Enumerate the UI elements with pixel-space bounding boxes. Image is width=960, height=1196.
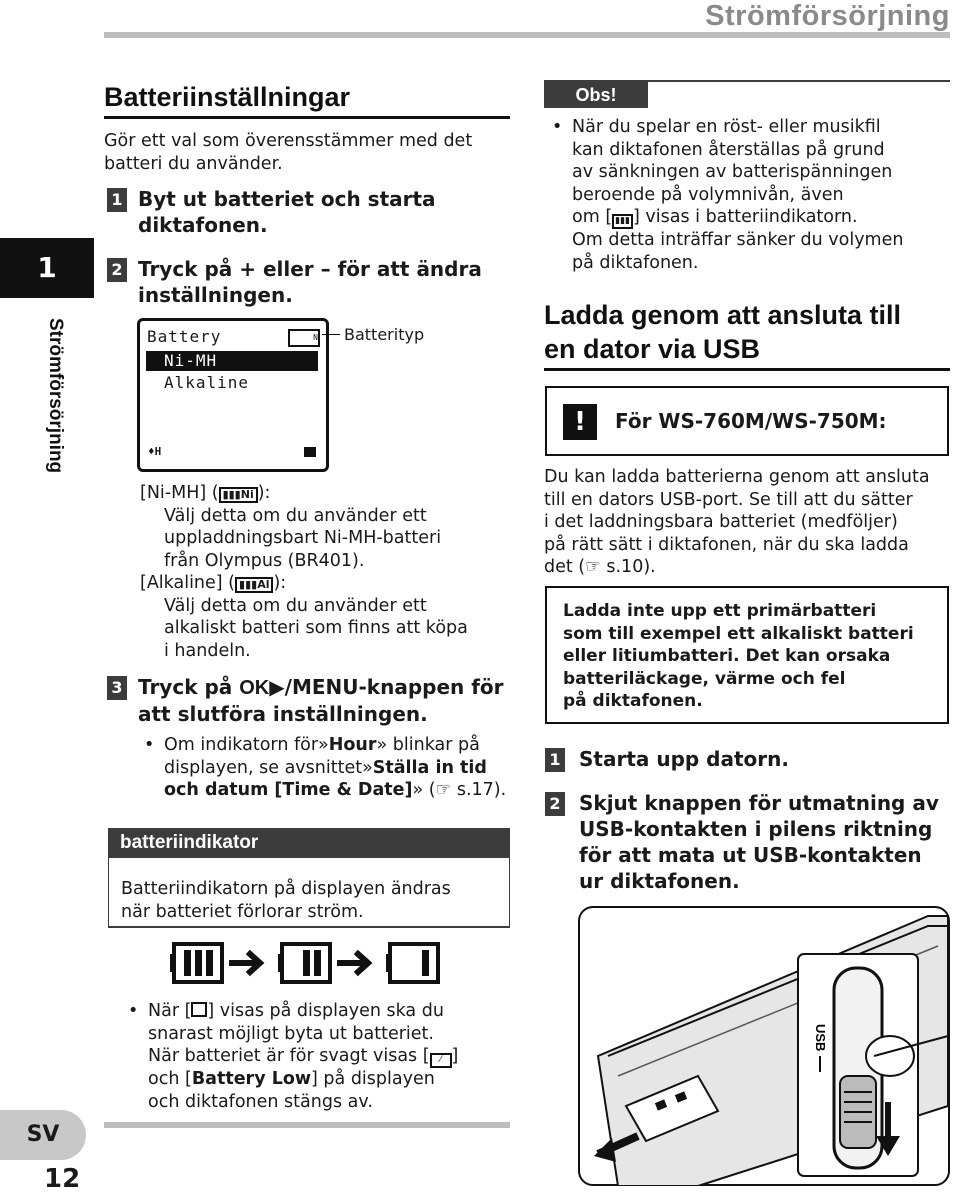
lcd-status-left-text: H: [154, 445, 162, 458]
play-arrow-icon: ▶: [269, 675, 285, 699]
battery-full-icon: [170, 944, 222, 982]
option-desc-line: alkaliskt batteri som finns att köpa: [164, 618, 468, 638]
note-line: [148, 1068, 458, 1091]
lcd-option: Alkaline: [164, 373, 250, 392]
note-line: [148, 1045, 458, 1068]
note-bold: Hour: [328, 735, 377, 755]
battery-nimh-icon: ▮▮▮Ni: [219, 487, 258, 503]
battery-level-sequence: [168, 940, 450, 988]
step3-text-a: Tryck på: [138, 675, 240, 699]
usb-intro-line: till en dators USB-port. Se till att du sätter: [544, 489, 913, 510]
indicator-text-line: Batteriindikatorn på displayen ändras: [121, 879, 451, 899]
indicator-box-rule: [108, 926, 510, 928]
step-number: 1: [545, 748, 565, 772]
usb-intro: [544, 466, 930, 579]
usb-heading-rule: [544, 368, 950, 371]
step-line: att slutföra inställningen.: [138, 702, 428, 726]
step-line: Skjut knappen för utmatning av: [579, 791, 939, 815]
note-text: » blinkar på: [376, 735, 480, 755]
note-line: och diktafonen stängs av.: [148, 1091, 373, 1112]
step-text: [138, 256, 482, 308]
step-number: 2: [545, 792, 565, 816]
left-footer-rule: [104, 1122, 510, 1128]
warning-line: på diktafonen.: [563, 691, 703, 711]
step-line: ur diktafonen.: [579, 869, 740, 893]
step-text: [138, 186, 436, 238]
step-number: 3: [107, 676, 127, 700]
warning-box: [545, 586, 949, 724]
usb-intro-line: det (☞ s.10).: [544, 557, 656, 577]
step-line: Tryck på + eller – för att ändra: [138, 257, 482, 281]
arrow-right-icon: [232, 954, 260, 972]
option-nimh: [140, 482, 468, 662]
note-text: » (☞ s.17).: [412, 780, 507, 800]
note-text: ]: [451, 1046, 459, 1066]
step-number: 2: [107, 258, 127, 282]
obs-line: kan diktafonen återställas på grund: [572, 139, 885, 160]
chapter-title-vertical: Strömförsörjning: [45, 318, 66, 474]
step-line: diktafonen.: [138, 213, 268, 237]
model-box-text: För WS-760M/WS-750M:: [615, 409, 887, 433]
warning-line: batteriläckage, värme och fel: [563, 668, 846, 689]
option-desc-line: Välj detta om du använder ett: [164, 505, 427, 526]
indicator-box-body: [108, 858, 510, 926]
step-line: för att mata ut USB-kontakten: [579, 843, 922, 867]
obs-line: på diktafonen.: [572, 252, 699, 273]
note-text: När [: [148, 1001, 192, 1021]
option-desc-line: i handeln.: [164, 640, 251, 661]
step-text: [138, 674, 504, 727]
indicator-box-title: batteriindikator: [120, 832, 259, 853]
option-label-text: [Alkaline] (: [140, 573, 236, 593]
obs-text: om [: [572, 207, 613, 227]
usb-slider-label: USB: [813, 1024, 828, 1052]
note-bold: Ställa in tid: [372, 757, 487, 778]
chapter-number: 1: [37, 251, 57, 284]
lcd-title: Battery: [147, 327, 222, 346]
usb-section-heading: [544, 298, 901, 366]
obs-label-text: Obs!: [575, 85, 617, 105]
note-line: [164, 734, 506, 757]
usb-heading-line: Ladda genom att ansluta till: [544, 300, 902, 330]
step-line: [138, 674, 504, 701]
lcd-callout-line: [322, 334, 340, 335]
usb-eject-illustration: [578, 906, 950, 1186]
obs-label: [544, 82, 648, 108]
language-code: SV: [26, 1122, 60, 1147]
page-number: 12: [44, 1164, 81, 1194]
option-desc-line: från Olympus (BR401).: [164, 550, 365, 571]
battery-nimh-icon-text: Ni: [240, 488, 254, 501]
folder-icon: [304, 447, 316, 457]
obs-line: av sänkningen av batterispänningen: [572, 162, 893, 182]
bottom-note: [148, 1000, 458, 1113]
step-text: [579, 790, 939, 894]
option-label-end: ):: [257, 483, 271, 503]
usb-intro-line: på rätt sätt i diktafonen, när du ska ladda: [544, 534, 909, 555]
warning-line: som till exempel ett alkaliskt batteri: [563, 623, 914, 644]
battery-one-bar-icon: [386, 944, 438, 982]
battery-low-icon: ⁄: [430, 1053, 452, 1068]
section-heading-rule: [104, 116, 510, 119]
usb-heading-line: en dator via USB: [544, 334, 761, 364]
warning-line: Ladda inte upp ett primärbatteri: [563, 601, 877, 621]
battery-alkaline-icon: ▮▮▮Al: [235, 577, 273, 593]
option-desc-line: uppladdningsbart Ni-MH-batteri: [164, 528, 442, 548]
warning-icon-glyph: !: [574, 407, 586, 437]
usb-intro-line: Du kan ladda batterierna genom att ansluta: [544, 467, 930, 487]
indicator-box-header: [108, 828, 510, 858]
option-label-end: ):: [273, 573, 287, 593]
arrow-right-icon: [340, 954, 368, 972]
obs-note: [572, 116, 903, 274]
option-alk-label: [140, 572, 468, 595]
warning-line: eller litiumbatteri. Det kan orsaka: [563, 646, 891, 666]
obs-line: beroende på volymnivån, även: [572, 184, 844, 205]
obs-line: [572, 206, 903, 229]
step-number: 1: [107, 188, 127, 212]
warning-icon: [563, 404, 597, 440]
indicator-text-line: när batteriet förlorar ström.: [121, 901, 364, 922]
note-text: När batteriet är för svagt visas [: [148, 1046, 430, 1066]
lcd-option-selected-label: Ni-MH: [164, 351, 218, 370]
battery-empty-icon: [191, 1002, 207, 1017]
running-header: Strömförsörjning: [705, 0, 950, 32]
language-tab: [0, 1110, 86, 1160]
lcd-battery-icon: N: [288, 329, 320, 347]
note-line: [148, 1000, 458, 1023]
battery-full-small-icon: ▮▮▮: [612, 214, 633, 229]
chapter-tab: [0, 238, 94, 298]
header-rule: [104, 32, 950, 38]
obs-line: Om detta inträffar sänker du volymen: [572, 230, 904, 250]
intro-text: [104, 130, 472, 175]
obs-line: • När du spelar en röst- eller musikfil: [572, 116, 903, 139]
option-label-text: [Ni-MH] (: [140, 483, 219, 503]
lcd-display: [137, 318, 329, 472]
lcd-option-selected: [146, 351, 318, 371]
note-line: [164, 757, 506, 780]
option-nimh-label: [140, 482, 468, 505]
note-bold: Battery Low: [191, 1069, 312, 1089]
note-text: ] visas på displayen ska du: [207, 1001, 444, 1021]
section-heading: Batteriinställningar: [104, 82, 351, 112]
battery-alkaline-icon-text: Al: [257, 578, 270, 591]
intro-line: batteri du använder.: [104, 153, 283, 174]
note-text: Om indikatorn för»: [164, 735, 329, 755]
note-bold: och datum [Time & Date]: [164, 780, 413, 800]
note-text: och [: [148, 1069, 192, 1089]
battery-two-bars-icon: [278, 944, 330, 982]
lcd-status-left: ♦H: [148, 445, 162, 458]
option-desc-line: Välj detta om du använder ett: [164, 595, 427, 616]
note-line: snarast möjligt byta ut batteriet.: [148, 1023, 434, 1044]
lcd-callout: Batterityp: [344, 325, 425, 344]
step-line: USB-kontakten i pilens riktning: [579, 817, 933, 841]
step3-note: [164, 734, 506, 802]
model-box: [545, 386, 949, 456]
usb-intro-line: i det laddningsbara batteriet (medföljer): [544, 512, 898, 532]
step-text: Starta upp datorn.: [579, 747, 789, 771]
obs-text: ] visas i batteriindikatorn.: [633, 207, 858, 227]
step3-text-b: /MENU-knappen för: [284, 675, 504, 699]
intro-line: Gör ett val som överensstämmer med det: [104, 131, 473, 151]
note-text: ] på displayen: [311, 1069, 435, 1089]
note-text: displayen, se avsnittet»: [164, 757, 373, 778]
ok-key-label: OK: [239, 677, 270, 699]
note-line: [164, 779, 506, 802]
step-line: Byt ut batteriet och starta: [138, 187, 436, 211]
step-line: inställningen.: [138, 283, 293, 307]
